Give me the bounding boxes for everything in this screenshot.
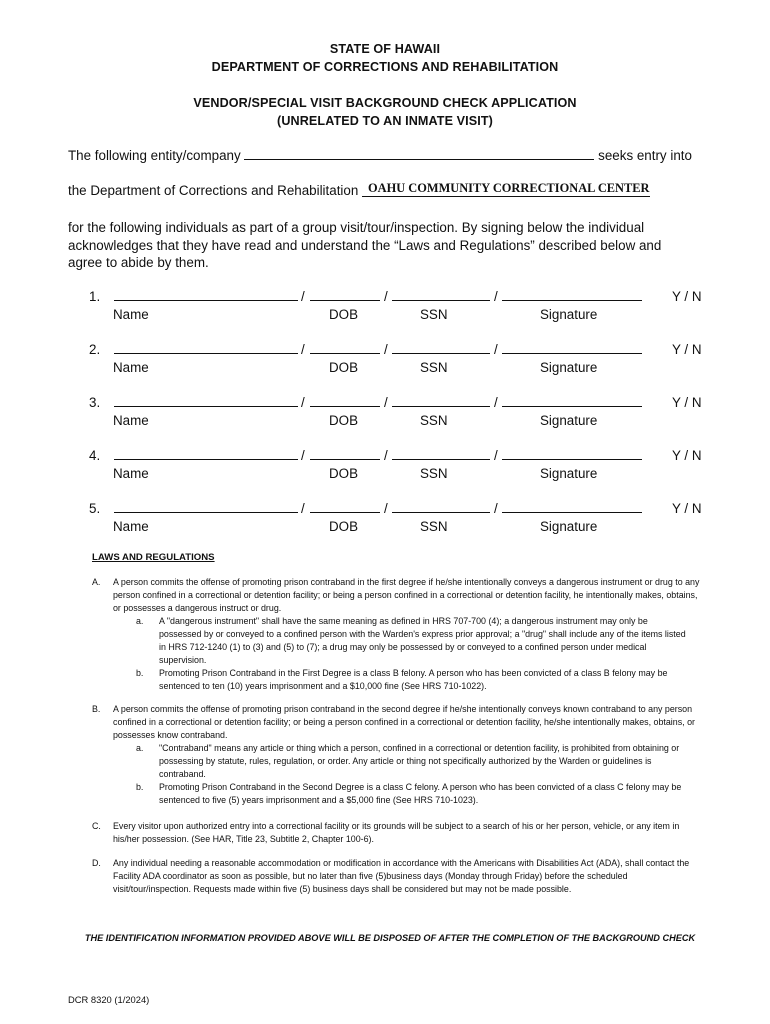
field-separator: /	[494, 342, 498, 357]
ssn-label: SSN	[420, 413, 448, 428]
law-a-item-a	[136, 615, 696, 667]
row-number: 2.	[89, 342, 101, 357]
name-field[interactable]	[114, 353, 298, 354]
law-c	[92, 820, 712, 846]
field-separator: /	[384, 342, 388, 357]
signature-field[interactable]	[502, 406, 642, 407]
law-b-text: A person commits the offense of promoting prison contraband in the second degree if he/she intentionally conveys known contraband to any person confined in a correctional or detention facility; or being a person confined in a correctional or detention facility, he/she intentionally makes, obtains, or possesses know contraband.	[113, 704, 695, 740]
facility-field[interactable]: OAHU COMMUNITY CORRECTIONAL CENTER	[362, 181, 650, 197]
row-number: 1.	[89, 289, 101, 304]
name-label: Name	[113, 360, 149, 375]
entity-line-suffix: seeks entry into	[598, 148, 692, 163]
form-title: VENDOR/SPECIAL VISIT BACKGROUND CHECK APPLICATION	[193, 96, 577, 110]
dob-label: DOB	[329, 360, 359, 375]
signature-field[interactable]	[502, 300, 642, 301]
field-separator: /	[384, 448, 388, 463]
field-separator: /	[384, 289, 388, 304]
signature-label: Signature	[540, 307, 598, 322]
ssn-label: SSN	[420, 360, 448, 375]
individual-row	[0, 342, 770, 382]
law-a	[92, 576, 712, 616]
department-heading: DEPARTMENT OF CORRECTIONS AND REHABILITATION	[211, 60, 559, 74]
signature-field[interactable]	[502, 512, 642, 513]
dob-label: DOB	[329, 519, 359, 534]
field-separator: /	[494, 448, 498, 463]
disposal-notice: THE IDENTIFICATION INFORMATION PROVIDED ABOVE WILL BE DISPOSED OF AFTER THE COMPLETION OF THE BACKGROUND CHECK	[84, 933, 696, 943]
signature-field[interactable]	[502, 353, 642, 354]
law-a-item-b-marker: b.	[136, 668, 144, 678]
law-a-item-b	[136, 667, 696, 693]
dob-field[interactable]	[310, 300, 380, 301]
dob-field[interactable]	[310, 459, 380, 460]
yes-no-selector[interactable]: Y / N	[672, 289, 702, 304]
field-separator: /	[494, 395, 498, 410]
law-b-item-a-text: "Contraband" means any article or thing which a person, confined in a correctional or detention facility, is prohibited from obtaining or possessing by statute, rules, regulation, or order. Any article or thing not specifically authorized by the Warden or guidelines is contraband.	[159, 743, 680, 779]
dob-field[interactable]	[310, 353, 380, 354]
laws-title: LAWS AND REGULATIONS	[92, 552, 215, 563]
law-b-item-a	[136, 742, 696, 781]
name-field[interactable]	[114, 300, 298, 301]
row-number: 5.	[89, 501, 101, 516]
dob-field[interactable]	[310, 512, 380, 513]
signature-field[interactable]	[502, 459, 642, 460]
law-a-marker: A.	[92, 577, 101, 587]
ssn-field[interactable]	[392, 406, 490, 407]
dob-field[interactable]	[310, 406, 380, 407]
law-a-item-b-text: Promoting Prison Contraband in the First Degree is a class B felony. A person who has been convicted of a class B felony may be sentenced to ten (10) years imprisonment and a $10,000 fine (See HRS 710-1022).	[159, 668, 668, 691]
field-separator: /	[301, 342, 305, 357]
signature-label: Signature	[540, 519, 598, 534]
field-separator: /	[301, 448, 305, 463]
individual-row	[0, 501, 770, 541]
law-b-marker: B.	[92, 704, 101, 714]
field-separator: /	[494, 501, 498, 516]
name-field[interactable]	[114, 512, 298, 513]
law-b-item-b	[136, 781, 696, 807]
individual-row	[0, 395, 770, 435]
entity-company-field[interactable]	[244, 148, 594, 160]
ssn-field[interactable]	[392, 512, 490, 513]
facility-line-prefix: the Department of Corrections and Rehabilitation	[68, 183, 359, 198]
name-label: Name	[113, 519, 149, 534]
law-a-item-a-text: A "dangerous instrument" shall have the same meaning as defined in HRS 707-700 (4); a dangerous instrument may only be possessed by or conveyed to a confined person with the Warden's express prior approval; a "drug" shall include any of the items listed in HRS 712-1240 (1) to (3) and (5) to (7); a drug may only be possessed by or conveyed to a confined person under medical supervision.	[159, 616, 686, 665]
ssn-label: SSN	[420, 466, 448, 481]
name-label: Name	[113, 307, 149, 322]
law-d	[92, 857, 712, 909]
law-b-item-b-text: Promoting Prison Contraband in the Second Degree is a class C felony. A person who has been convicted of a class C felony may be sentenced to five (5) years imprisonment and a $5,000 fine (See HRS 710-1023).	[159, 782, 682, 805]
row-number: 3.	[89, 395, 101, 410]
name-label: Name	[113, 466, 149, 481]
ssn-label: SSN	[420, 307, 448, 322]
field-separator: /	[301, 501, 305, 516]
individual-row	[0, 289, 770, 329]
yes-no-selector[interactable]: Y / N	[672, 395, 702, 410]
ssn-field[interactable]	[392, 459, 490, 460]
signature-label: Signature	[540, 360, 598, 375]
yes-no-selector[interactable]: Y / N	[672, 501, 702, 516]
field-separator: /	[301, 395, 305, 410]
law-d-text: Any individual needing a reasonable accommodation or modification in accordance with the Americans with Disabilities Act (ADA), shall contact the Facility ADA coordinator as soon as possible, but no later than five (5)business days (Monday through Friday) before the scheduled visit/tour/inspection. Requests made within five (5) business days shall be considered but may not be made possible.	[113, 858, 690, 894]
law-b	[92, 703, 712, 743]
ssn-label: SSN	[420, 519, 448, 534]
entity-line-prefix: The following entity/company	[68, 148, 241, 163]
ssn-field[interactable]	[392, 353, 490, 354]
law-a-item-a-marker: a.	[136, 616, 144, 626]
law-b-item-a-marker: a.	[136, 743, 144, 753]
signature-label: Signature	[540, 413, 598, 428]
state-heading: STATE OF HAWAII	[329, 42, 441, 56]
name-label: Name	[113, 413, 149, 428]
yes-no-selector[interactable]: Y / N	[672, 342, 702, 357]
row-number: 4.	[89, 448, 101, 463]
field-separator: /	[384, 501, 388, 516]
field-separator: /	[384, 395, 388, 410]
signature-label: Signature	[540, 466, 598, 481]
law-c-marker: C.	[92, 821, 101, 831]
field-separator: /	[494, 289, 498, 304]
name-field[interactable]	[114, 406, 298, 407]
ssn-field[interactable]	[392, 300, 490, 301]
law-d-marker: D.	[92, 858, 101, 868]
yes-no-selector[interactable]: Y / N	[672, 448, 702, 463]
form-number: DCR 8320 (1/2024)	[68, 994, 150, 1005]
law-a-text: A person commits the offense of promoting prison contraband in the first degree if he/she intentionally conveys a dangerous instrument or drug to any person confined in a correctional or detention facility; or being a person confined in a correctional or detention facility, he intentionally makes, obtains, or possesses a dangerous instruct or drug.	[113, 577, 700, 613]
field-separator: /	[301, 289, 305, 304]
law-b-item-b-marker: b.	[136, 782, 144, 792]
form-subtitle: (UNRELATED TO AN INMATE VISIT)	[277, 114, 493, 128]
name-field[interactable]	[114, 459, 298, 460]
dob-label: DOB	[329, 413, 359, 428]
acknowledgement-paragraph: for the following individuals as part of a group visit/tour/inspection. By signing below the individual acknowledges that they have read and understand the “Laws and Regulations” described below and agree to abide by them.	[68, 220, 662, 271]
law-c-text: Every visitor upon authorized entry into a correctional facility or its grounds will be subject to a search of his or her person, vehicle, or any item in his/her possession. (See HAR, Title 23, Subtitle 2, Chapter 100-6).	[113, 821, 680, 844]
entity-line	[68, 148, 692, 163]
dob-label: DOB	[329, 307, 359, 322]
individual-row	[0, 448, 770, 488]
facility-line	[68, 183, 650, 200]
dob-label: DOB	[329, 466, 359, 481]
